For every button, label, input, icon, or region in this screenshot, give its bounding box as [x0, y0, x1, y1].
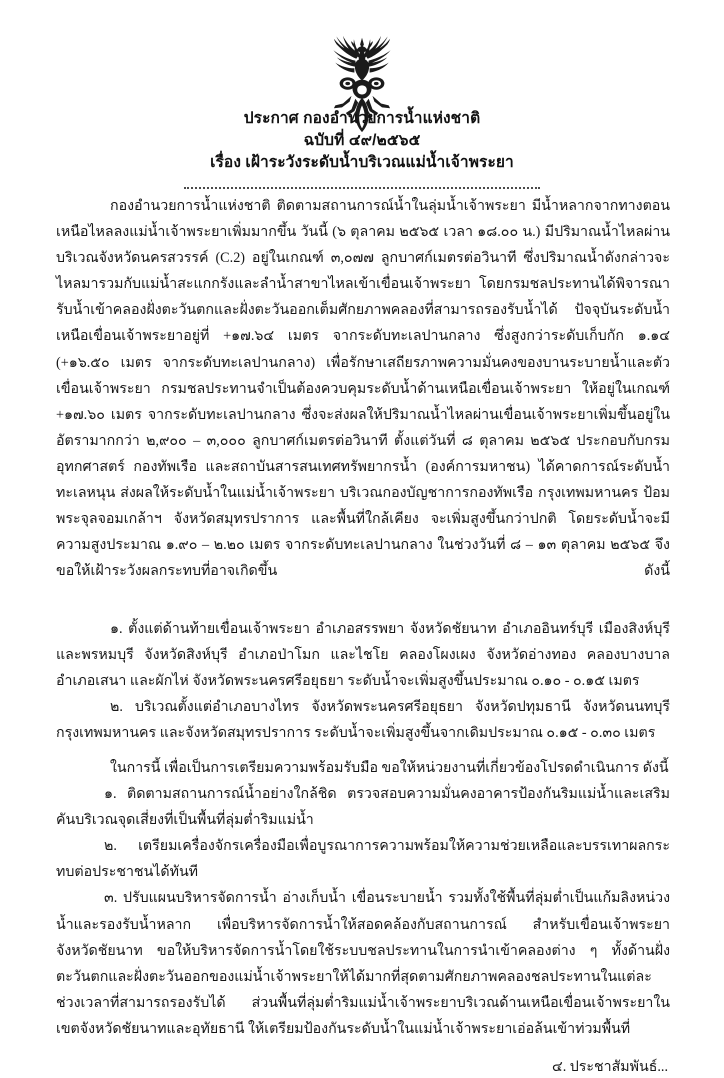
announcement-issue-number: ฉบับที่ ๔๙/๒๕๖๕ [303, 132, 421, 149]
separator-container [0, 187, 724, 189]
page-title: ประกาศ กองอำนวยการน้ำแห่งชาติ [243, 110, 481, 127]
impact-item-2: ๒. บริเวณตั้งแต่อำเภอบางไทร จังหวัดพระนครศรีอยุธยา จังหวัดปทุมธานี จังหวัดนนทบุรี กรุงเทพมหานคร และจังหวัดสมุทรปราการ ระดับน้ำจะเพิ่มสูงขึ้นจากเดิมประมาณ ๐.๑๕ - ๐.๓๐ เมตร [56, 698, 670, 741]
directive-item-1: ๑. ติดตามสถานการณ์น้ำอย่างใกล้ชิด ตรวจสอบความมั่นคงอาคารป้องกันริมแม่น้ำและเสริมคันบริเวณจุดเสี่ยงที่เป็นพื้นที่ลุ่มต่ำริมแม่น้ำ [56, 786, 670, 829]
title-block [0, 108, 724, 174]
impact-item-1: ๑. ตั้งแต่ด้านท้ายเขื่อนเจ้าพระยา อำเภอสรรพยา จังหวัดชัยนาท อำเภออินทร์บุรี เมืองสิงห์บุรี และพรหมบุรี จังหวัดสิงห์บุรี อำเภอป่าโมก และไชโย คลองโผงเผง จังหวัดอ่างทอง คลองบางบาล อำเภอเสนา และผักไห่ จังหวัดพระนครศรีอยุธยา ระดับน้ำจะเพิ่มสูงขึ้นประมาณ ๐.๑๐ - ๐.๑๕ เมตร [56, 620, 670, 689]
paragraph-situation-report: กองอำนวยการน้ำแห่งชาติ ติดตามสถานการณ์น้ำในลุ่มน้ำเจ้าพระยา มีน้ำหลากจากทางตอนเหนือไหลลงแม่น้ำเจ้าพระยาเพิ่มมากขึ้น วันนี้ (๖ ตุลาคม ๒๕๖๕ เวลา ๑๘.๐๐ น.) มีปริมาณน้ำไหลผ่านบริเวณจังหวัดนครสวรรค์ (C.2) อยู่ในเกณฑ์ ๓,๐๗๗ ลูกบาศก์เมตรต่อวินาที ซึ่งปริมาณน้ำดังกล่าวจะไหลมารวมกับแม่น้ำสะแกกรังและลำน้ำสาขาไหลเข้าเขื่อนเจ้าพระยา โดยกรมชลประทานได้พิจารณารับน้ำเข้าคลองฝั่งตะวันตกและฝั่งตะวันออกเต็มศักยภาพคลองที่สามารถรองรับน้ำได้ ปัจจุบันระดับน้ำเหนือเขื่อนเจ้าพระยาอยู่ที่ +๑๗.๖๔ เมตร จากระดับทะเลปานกลาง ซึ่งสูงกว่าระดับเก็บกัก ๑.๑๔ (+๑๖.๕๐ เมตร จากระดับทะเลปานกลาง) เพื่อรักษาเสถียรภาพความมั่นคงของบานระบายน้ำและตัวเขื่อนเจ้าพระยา กรมชลประทานจำเป็นต้องควบคุมระดับน้ำด้านเหนือเขื่อนเจ้าพระยา ให้อยู่ในเกณฑ์ +๑๗.๖๐ เมตร จากระดับทะเลปานกลาง ซึ่งจะส่งผลให้ปริมาณน้ำไหลผ่านเขื่อนเจ้าพระยาเพิ่มขึ้นอยู่ในอัตรามากกว่า ๒,๙๐๐ – ๓,๐๐๐ ลูกบาศก์เมตรต่อวินาที ตั้งแต่วันที่ ๘ ตุลาคม ๒๕๖๕ ประกอบกับกรมอุทกศาสตร์ กองทัพเรือ และสถาบันสารสนเทศทรัพยากรน้ำ (องค์การมหาชน) ได้คาดการณ์ระดับน้ำทะเลหนุน ส่งผลให้ระดับน้ำในแม่น้ำเจ้าพระยา บริเวณกองบัญชาการกองทัพเรือ กรุงเทพมหานคร ป้อมพระจุลจอมเกล้าฯ จังหวัดสมุทรปราการ และพื้นที่ใกล้เคียง จะเพิ่มสูงขึ้นกว่าปกติ โดยระดับน้ำจะมีความสูงประมาณ ๑.๙๐ – ๒.๒๐ เมตร จากระดับทะเลปานกลาง ในช่วงวันที่ ๘ – ๑๓ ตุลาคม ๒๕๖๕ จึงขอให้เฝ้าระวังผลกระทบที่อาจเกิดขึ้น ดังนี้ [56, 198, 670, 580]
dotted-divider [184, 187, 540, 189]
document-body [0, 193, 724, 1042]
directive-item-2: ๒. เตรียมเครื่องจักรเครื่องมือเพื่อบูรณาการความพร้อมให้ความช่วยเหลือและบรรเทาผลกระทบต่อประชาชนได้ทันที [56, 838, 670, 881]
announcement-subject: เรื่อง เฝ้าระวังระดับน้ำบริเวณแม่น้ำเจ้าพระยา [210, 154, 514, 171]
emblem-container [0, 0, 724, 104]
directive-item-3: ๓. ปรับแผนบริหารจัดการน้ำ อ่างเก็บน้ำ เขื่อนระบายน้ำ รวมทั้งใช้พื้นที่ลุ่มต่ำเป็นแก้มลิงหน่วงน้ำและรองรับน้ำหลาก เพื่อบริหารจัดการน้ำให้สอดคล้องกับสถานการณ์ สำหรับเขื่อนเจ้าพระยา จังหวัดชัยนาท ขอให้บริหารจัดการน้ำโดยใช้ระบบชลประทานในการนำเข้าคลองต่าง ๆ ทั้งด้านฝั่งตะวันตกและฝั่งตะวันออกของแม่น้ำเจ้าพระยาให้ได้มากที่สุดตามศักยภาพคลองชลประทานในแต่ละช่วงเวลาที่สามารถรองรับได้ ส่วนพื้นที่ลุ่มต่ำริมแม่น้ำเจ้าพระยาบริเวณด้านเหนือเขื่อนเจ้าพระยาในเขตจังหวัดชัยนาทและอุทัยธานี ให้เตรียมป้องกันระดับน้ำในแม่น้ำเจ้าพระยาเอ่อล้นเข้าท่วมพื้นที่ [56, 890, 670, 1037]
footer-continuation: ๔. ประชาสัมพันธ์... [551, 1059, 668, 1075]
directive-intro: ในการนี้ เพื่อเป็นการเตรียมความพร้อมรับมือ ขอให้หน่วยงานที่เกี่ยวข้องโปรดดำเนินการ ดังนี้ [110, 759, 669, 776]
